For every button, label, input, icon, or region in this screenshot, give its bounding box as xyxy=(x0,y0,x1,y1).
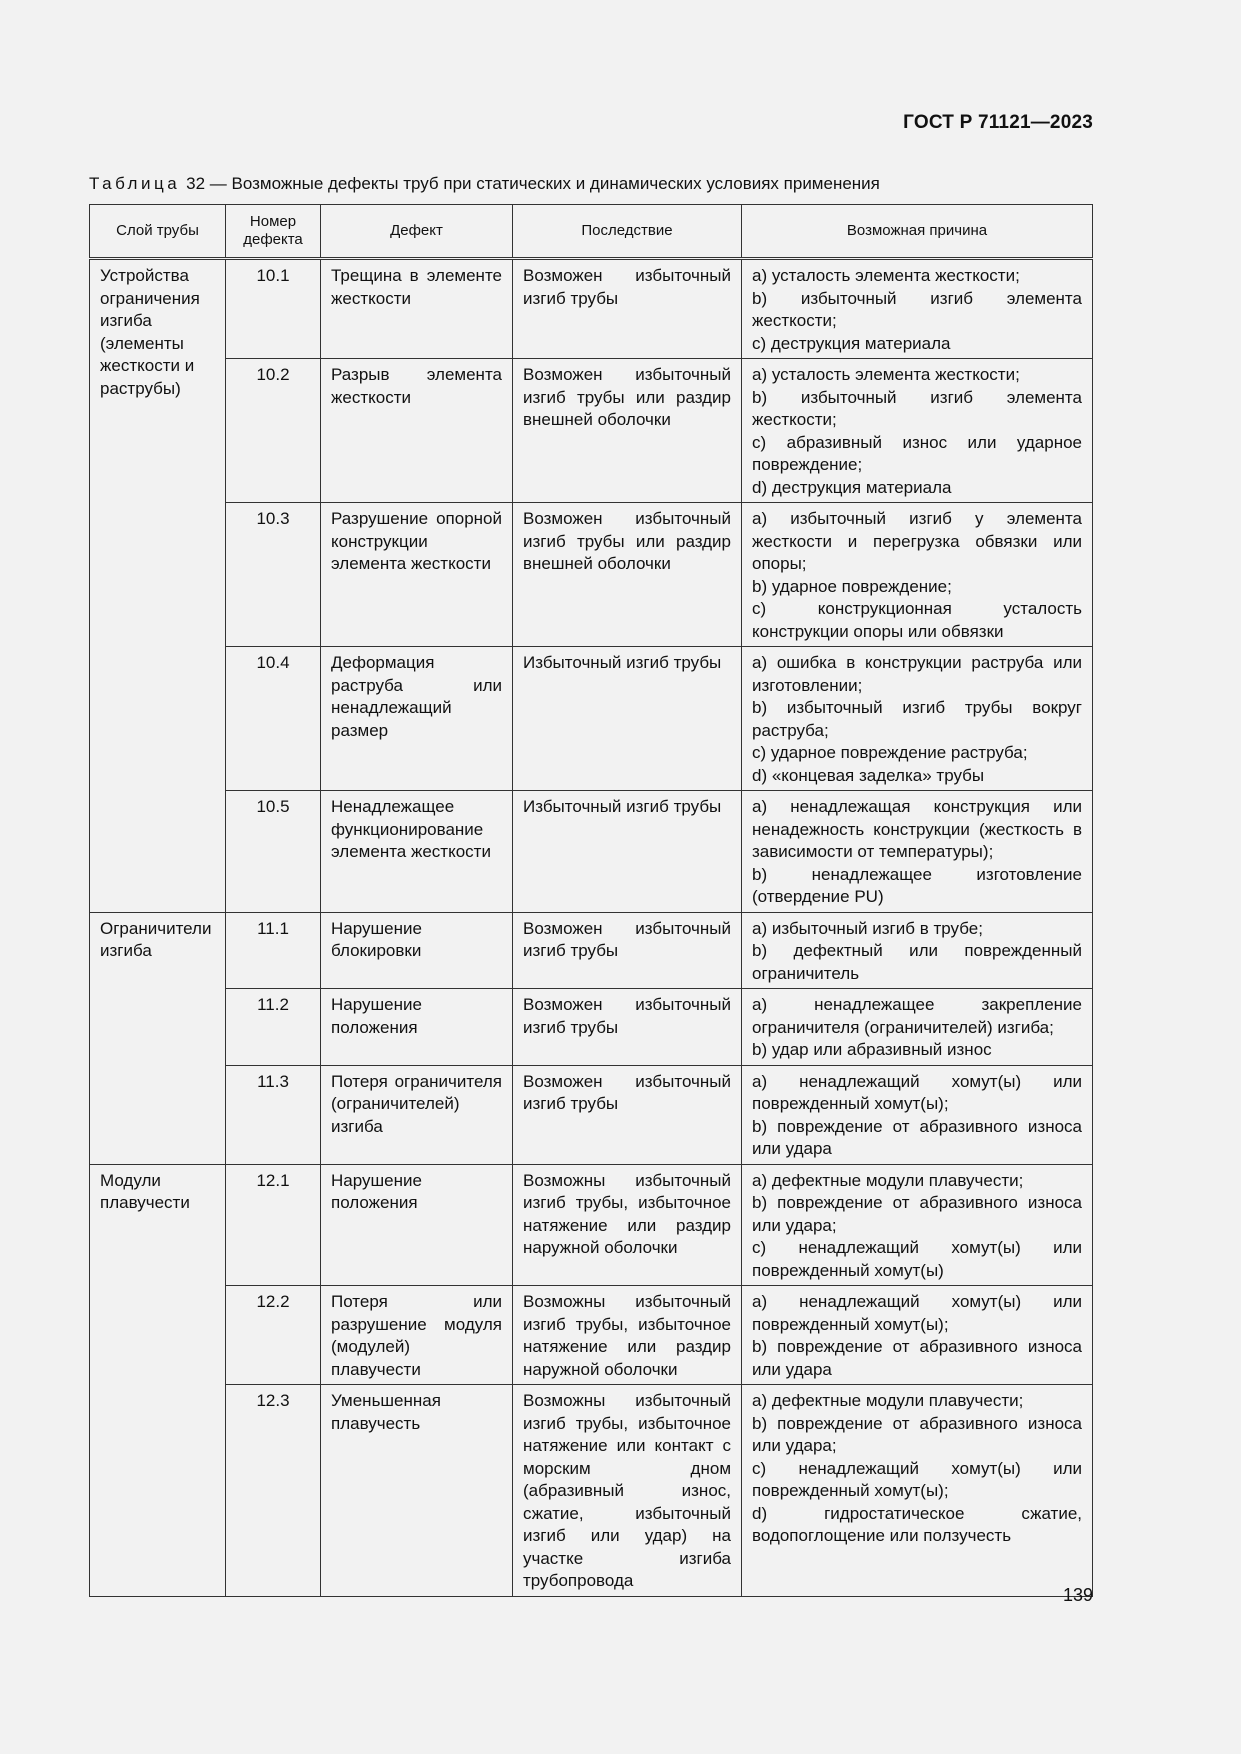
cause-item: b) ударное повреждение; xyxy=(752,576,952,596)
cause-item: a) дефектные модули плавучести; xyxy=(752,1391,1024,1410)
cause-item: a) ненадлежащий хомут(ы) или поврежденный хомут(ы); xyxy=(752,1071,1082,1113)
table-caption-label: Таблица xyxy=(89,174,181,193)
table-row xyxy=(90,259,1093,359)
consequence-cell: Возможен избыточный изгиб трубы или раздир внешней оболочки xyxy=(513,359,742,503)
cause-item: b) повреждение от абразивного износа или удара xyxy=(752,1116,1082,1158)
cause-item: a) ошибка в конструкции раструба или изготовлении; xyxy=(752,653,1082,695)
cause-item: d) гидростатическое сжатие, водопоглощение или ползучесть xyxy=(752,1503,1082,1545)
possible-cause-cell xyxy=(742,259,1093,359)
defect-number-cell: 10.3 xyxy=(226,503,321,647)
defect-number-cell: 12.3 xyxy=(226,1385,321,1597)
defect-number-cell: 10.2 xyxy=(226,359,321,503)
layer-cell: Ограничители изгиба xyxy=(90,912,226,1164)
header-consequence: Последствие xyxy=(513,205,742,259)
defect-cell: Нарушение положения xyxy=(321,989,513,1066)
defect-cell: Деформация раструба или ненадлежащий размер xyxy=(321,647,513,791)
defect-cell: Трещина в элементе жесткости xyxy=(321,259,513,359)
possible-cause-cell xyxy=(742,359,1093,503)
cause-item: b) избыточный изгиб элемента жесткости; xyxy=(752,387,1082,429)
cause-item: b) избыточный изгиб элемента жесткости; xyxy=(752,288,1082,330)
defect-number-cell: 11.3 xyxy=(226,1065,321,1164)
defect-cell: Потеря ограничителя (ограничителей) изгиба xyxy=(321,1065,513,1164)
defects-table xyxy=(89,204,1093,1597)
page-number: 139 xyxy=(1062,1585,1093,1605)
cause-item: a) дефектные модули плавучести; xyxy=(752,1170,1024,1190)
cause-item: a) усталость элемента жесткости; xyxy=(752,266,1020,285)
table-row xyxy=(90,912,1093,989)
consequence-cell: Возможны избыточный изгиб трубы, избыточное натяжение или раздир наружной оболочки xyxy=(513,1164,742,1286)
cause-item: b) повреждение от абразивного износа или удара; xyxy=(752,1413,1082,1455)
defect-number-cell: 12.2 xyxy=(226,1286,321,1385)
table-row xyxy=(90,503,1093,647)
defect-cell: Нарушение блокировки xyxy=(321,912,513,989)
table-row xyxy=(90,989,1093,1066)
consequence-cell: Возможен избыточный изгиб трубы xyxy=(513,912,742,989)
defect-number-cell: 12.1 xyxy=(226,1164,321,1286)
table-header xyxy=(90,205,1093,259)
table-caption xyxy=(89,174,880,194)
layer-cell: Устройства ограничения изгиба (элементы жесткости и раструбы) xyxy=(90,259,226,913)
defect-cell: Разрушение опорной конструкции элемента жесткости xyxy=(321,503,513,647)
cause-item: a) избыточный изгиб у элемента жесткости и перегрузка обвязки или опоры; xyxy=(752,509,1082,573)
defect-number-cell: 10.4 xyxy=(226,647,321,791)
possible-cause-cell xyxy=(742,1164,1093,1286)
cause-item: c) ненадлежащий хомут(ы) или поврежденный хомут(ы) xyxy=(752,1238,1082,1280)
defect-number-cell: 11.1 xyxy=(226,912,321,989)
header-defect-number: Номер дефекта xyxy=(226,205,321,259)
table-row xyxy=(90,647,1093,791)
possible-cause-cell xyxy=(742,1385,1093,1597)
cause-item: a) ненадлежащая конструкция или ненадежность конструкции (жесткость в зависимости от температуры); xyxy=(752,797,1082,861)
cause-item: c) абразивный износ или ударное повреждение; xyxy=(752,432,1082,474)
defect-cell: Уменьшенная плавучесть xyxy=(321,1385,513,1597)
cause-item: c) ненадлежащий хомут(ы) или поврежденный хомут(ы); xyxy=(752,1458,1082,1500)
layer-cell: Модули плавучести xyxy=(90,1164,226,1596)
defect-cell: Нарушение положения xyxy=(321,1164,513,1286)
consequence-cell: Возможен избыточный изгиб трубы xyxy=(513,989,742,1066)
cause-item: a) избыточный изгиб в трубе; xyxy=(752,918,983,938)
header-defect: Дефект xyxy=(321,205,513,259)
cause-item: b) повреждение от абразивного износа или удара; xyxy=(752,1193,1082,1235)
possible-cause-cell xyxy=(742,791,1093,913)
header-layer: Слой трубы xyxy=(90,205,226,259)
table-row xyxy=(90,1385,1093,1597)
possible-cause-cell xyxy=(742,912,1093,989)
table-caption-text: 32 — Возможные дефекты труб при статических и динамических условиях применения xyxy=(186,174,880,193)
defect-number-cell: 10.5 xyxy=(226,791,321,913)
defect-cell: Разрыв элемента жесткости xyxy=(321,359,513,503)
table-header-row xyxy=(90,205,1093,259)
cause-item: a) ненадлежащий хомут(ы) или поврежденный хомут(ы); xyxy=(752,1292,1082,1334)
table-row xyxy=(90,1164,1093,1286)
possible-cause-cell xyxy=(742,503,1093,647)
consequence-cell: Возможны избыточный изгиб трубы, избыточное натяжение или контакт с морским дном (абразивный износ, сжатие, избыточный изгиб или удар) на участке изгиба трубопровода xyxy=(513,1385,742,1597)
cause-item: d) «концевая заделка» трубы xyxy=(752,765,985,785)
cause-item: a) усталость элемента жесткости; xyxy=(752,365,1020,384)
consequence-cell: Возможен избыточный изгиб трубы xyxy=(513,1065,742,1164)
consequence-cell: Возможны избыточный изгиб трубы, избыточное натяжение или раздир наружной оболочки xyxy=(513,1286,742,1385)
consequence-cell: Возможен избыточный изгиб трубы xyxy=(513,259,742,359)
cause-item: c) ударное повреждение раструба; xyxy=(752,743,1028,762)
table-body xyxy=(90,259,1093,1597)
cause-item: c) конструкционная усталость конструкции опоры или обвязки xyxy=(752,599,1082,641)
consequence-cell: Возможен избыточный изгиб трубы или раздир внешней оболочки xyxy=(513,503,742,647)
cause-item: b) дефектный или поврежденный ограничитель xyxy=(752,941,1082,983)
cause-item: b) ненадлежащее изготовление (отвердение PU) xyxy=(752,864,1082,906)
possible-cause-cell xyxy=(742,1065,1093,1164)
possible-cause-cell xyxy=(742,989,1093,1066)
defect-cell: Ненадлежащее функционирование элемента жесткости xyxy=(321,791,513,913)
table-row xyxy=(90,359,1093,503)
cause-item: b) избыточный изгиб трубы вокруг раструба; xyxy=(752,698,1082,740)
defect-cell: Потеря или разрушение модуля (модулей) плавучести xyxy=(321,1286,513,1385)
consequence-cell: Избыточный изгиб трубы xyxy=(513,791,742,913)
possible-cause-cell xyxy=(742,1286,1093,1385)
cause-item: c) деструкция материала xyxy=(752,333,951,353)
cause-item: d) деструкция материала xyxy=(752,477,952,497)
header-possible-cause: Возможная причина xyxy=(742,205,1093,259)
possible-cause-cell xyxy=(742,647,1093,791)
defect-number-cell: 11.2 xyxy=(226,989,321,1066)
consequence-cell: Избыточный изгиб трубы xyxy=(513,647,742,791)
standard-designation: ГОСТ Р 71121—2023 xyxy=(903,112,1093,133)
table-row xyxy=(90,1286,1093,1385)
cause-item: b) удар или абразивный износ xyxy=(752,1040,992,1059)
table-row xyxy=(90,1065,1093,1164)
defect-number-cell: 10.1 xyxy=(226,259,321,359)
cause-item: a) ненадлежащее закрепление ограничителя (ограничителей) изгиба; xyxy=(752,995,1082,1037)
table-row xyxy=(90,791,1093,913)
cause-item: b) повреждение от абразивного износа или удара xyxy=(752,1337,1082,1379)
